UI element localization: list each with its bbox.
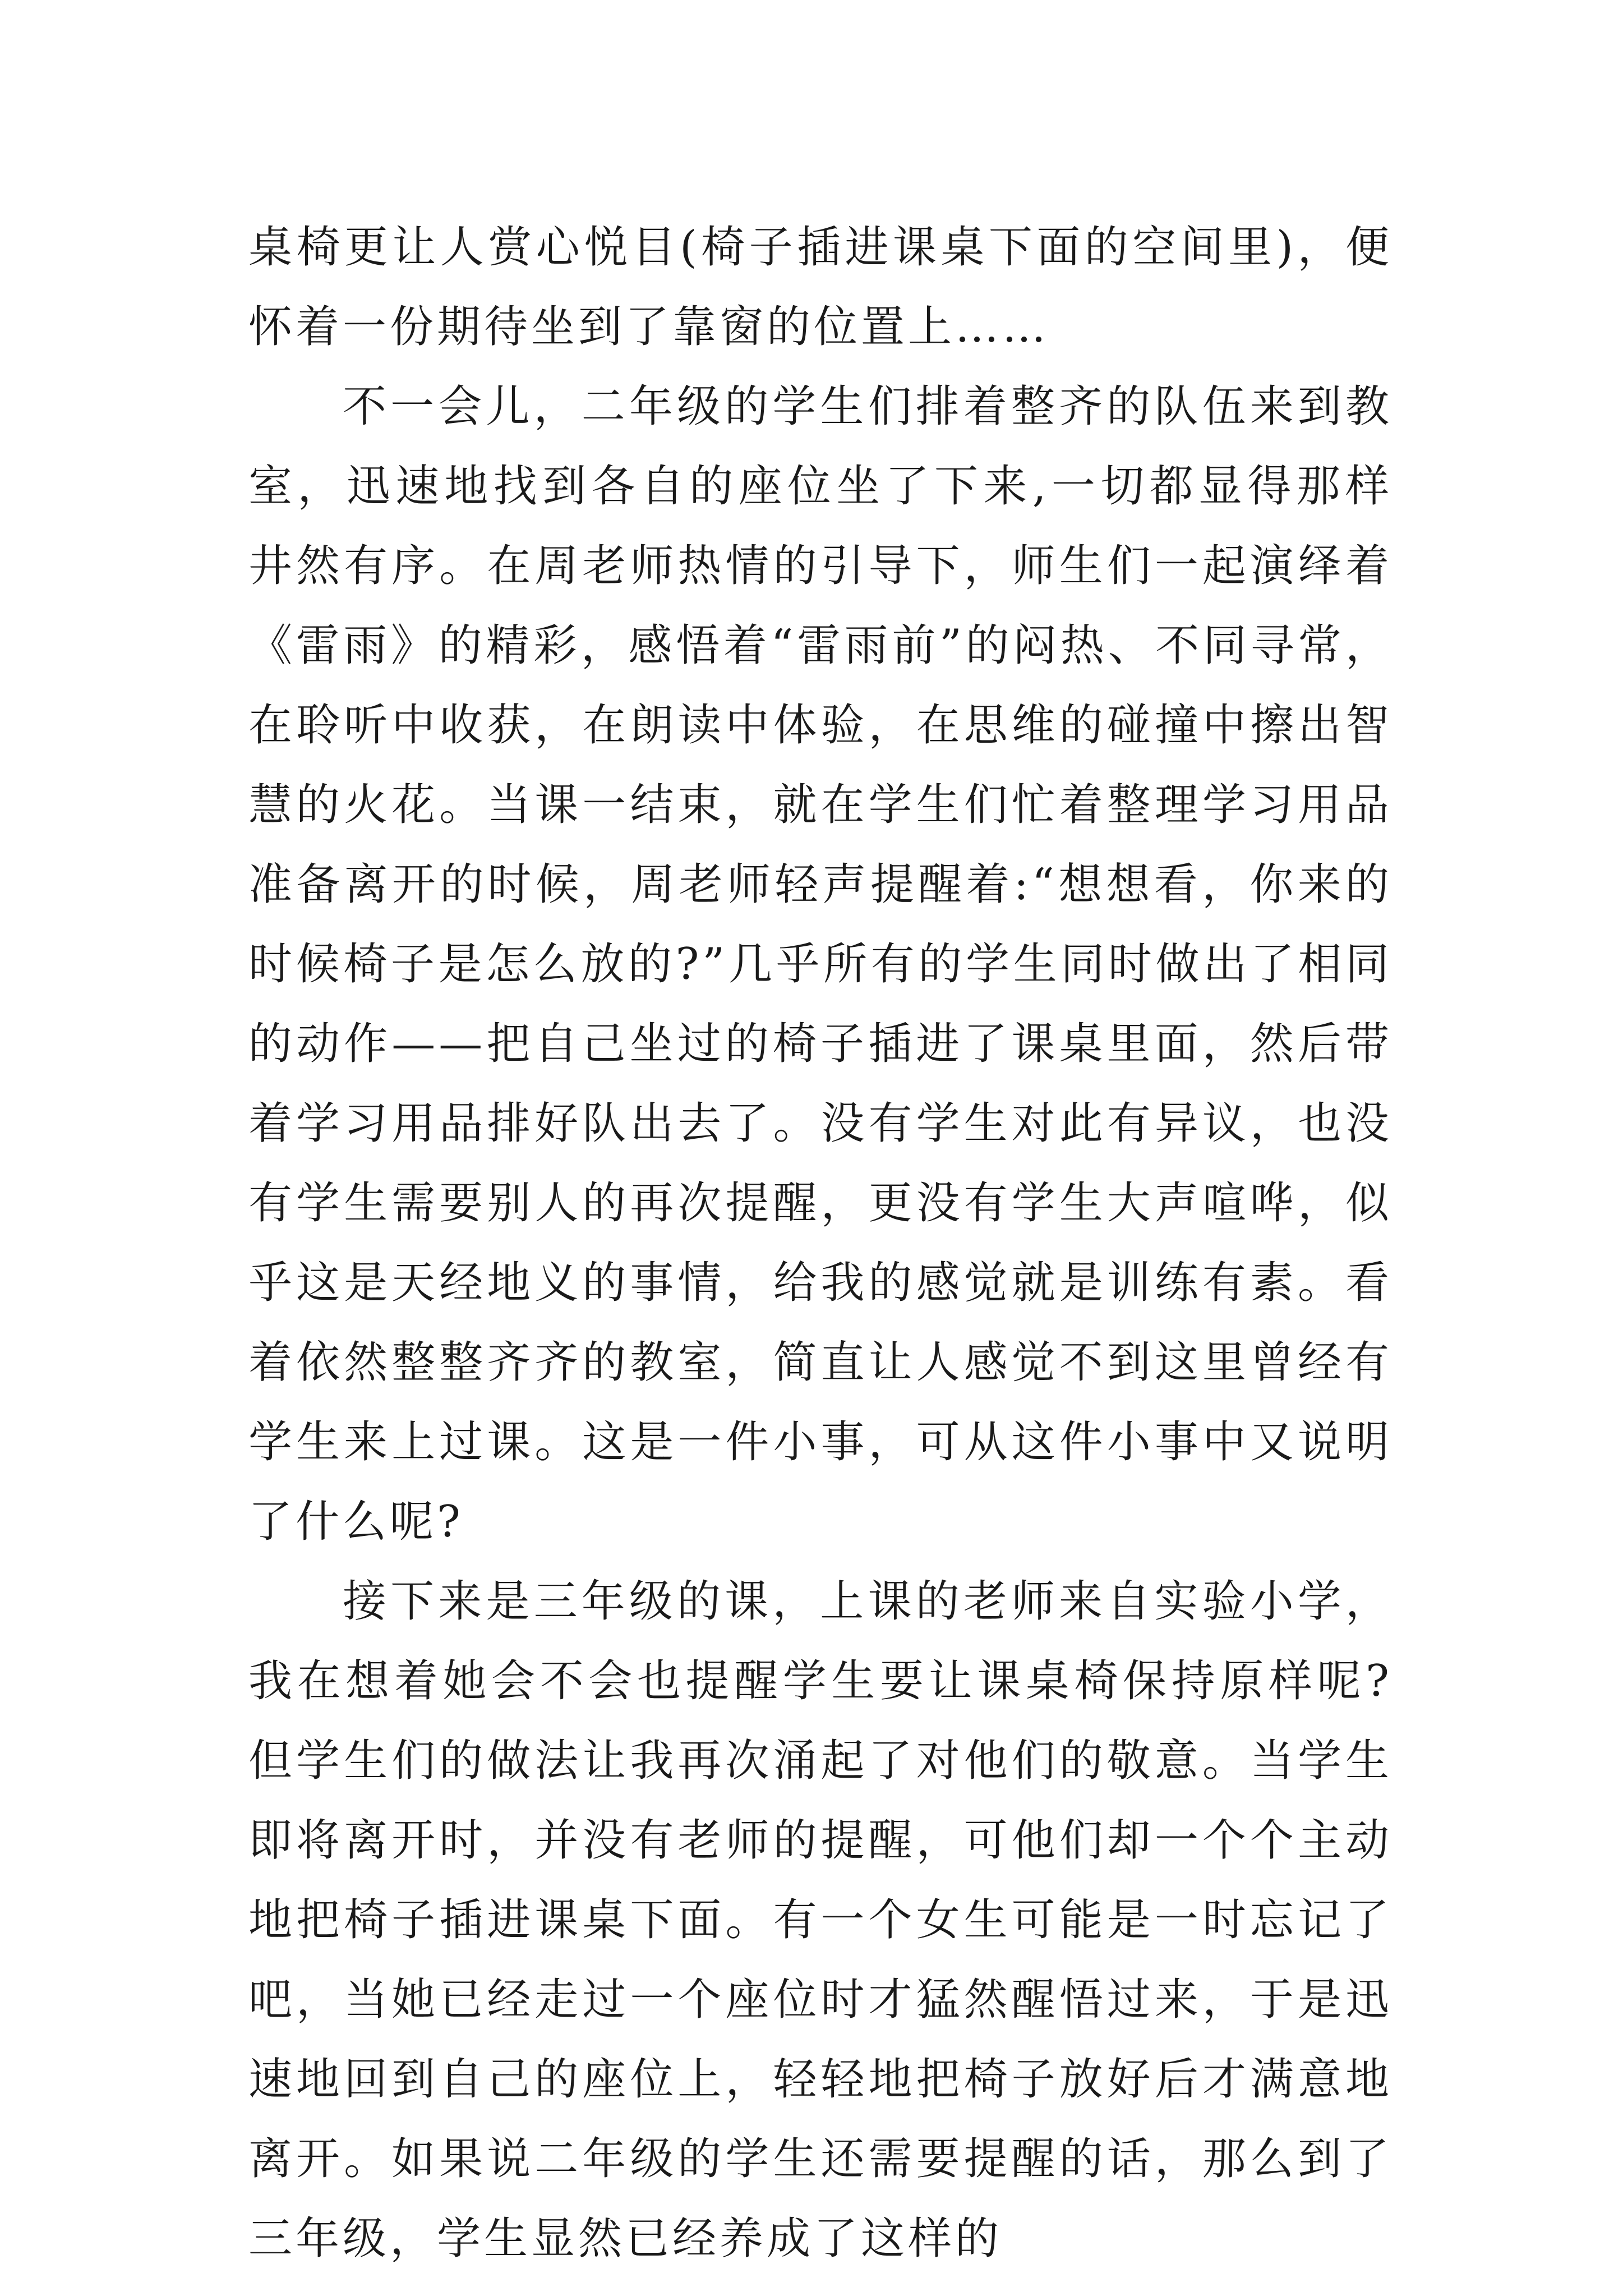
paragraph-continuation: 桌椅更让人赏心悦目(椅子插进课桌下面的空间里)，便怀着一份期待坐到了靠窗的位置上…… <box>248 222 1393 352</box>
paragraph-grade-three: 接下来是三年级的课，上课的老师来自实验小学，我在想着她会不会也提醒学生要让课桌椅保持原样呢?但学生们的做法让我再次涌起了对他们的敬意。当学生即将离开时，并没有老师的提醒，可他们却一个个主动地把椅子插进课桌下面。有一个女生可能是一时忘记了吧，当她已经走过一个座位时才猛然醒悟过来，于是迅速地回到自己的座位上，轻轻地把椅子放好后才满意地离开。如果说二年级的学生还需要提醒的话，那么到了三年级，学生显然已经养成了这样的 <box>248 1576 1393 2264</box>
paragraph-grade-two: 不一会儿，二年级的学生们排着整齐的队伍来到教室，迅速地找到各自的座位坐了下来,一切都显得那样井然有序。在周老师热情的引导下，师生们一起演绎着《雷雨》的精彩，感悟着“雷雨前”的闷热、不同寻常，在聆听中收获，在朗读中体验，在思维的碰撞中擦出智慧的火花。当课一结束，就在学生们忙着整理学习用品准备离开的时候，周老师轻声提醒着:“想想看，你来的时候椅子是怎么放的?”几乎所有的学生同时做出了相同的动作——把自己坐过的椅子插进了课桌里面，然后带着学习用品排好队出去了。没有学生对此有异议，也没有学生需要别人的再次提醒，更没有学生大声喧哗，似乎这是天经地义的事情，给我的感觉就是训练有素。看着依然整整齐齐的教室，简直让人感觉不到这里曾经有学生来上过课。这是一件小事，可从这件小事中又说明了什么呢? <box>248 381 1393 1547</box>
body-text <box>248 208 1393 2279</box>
